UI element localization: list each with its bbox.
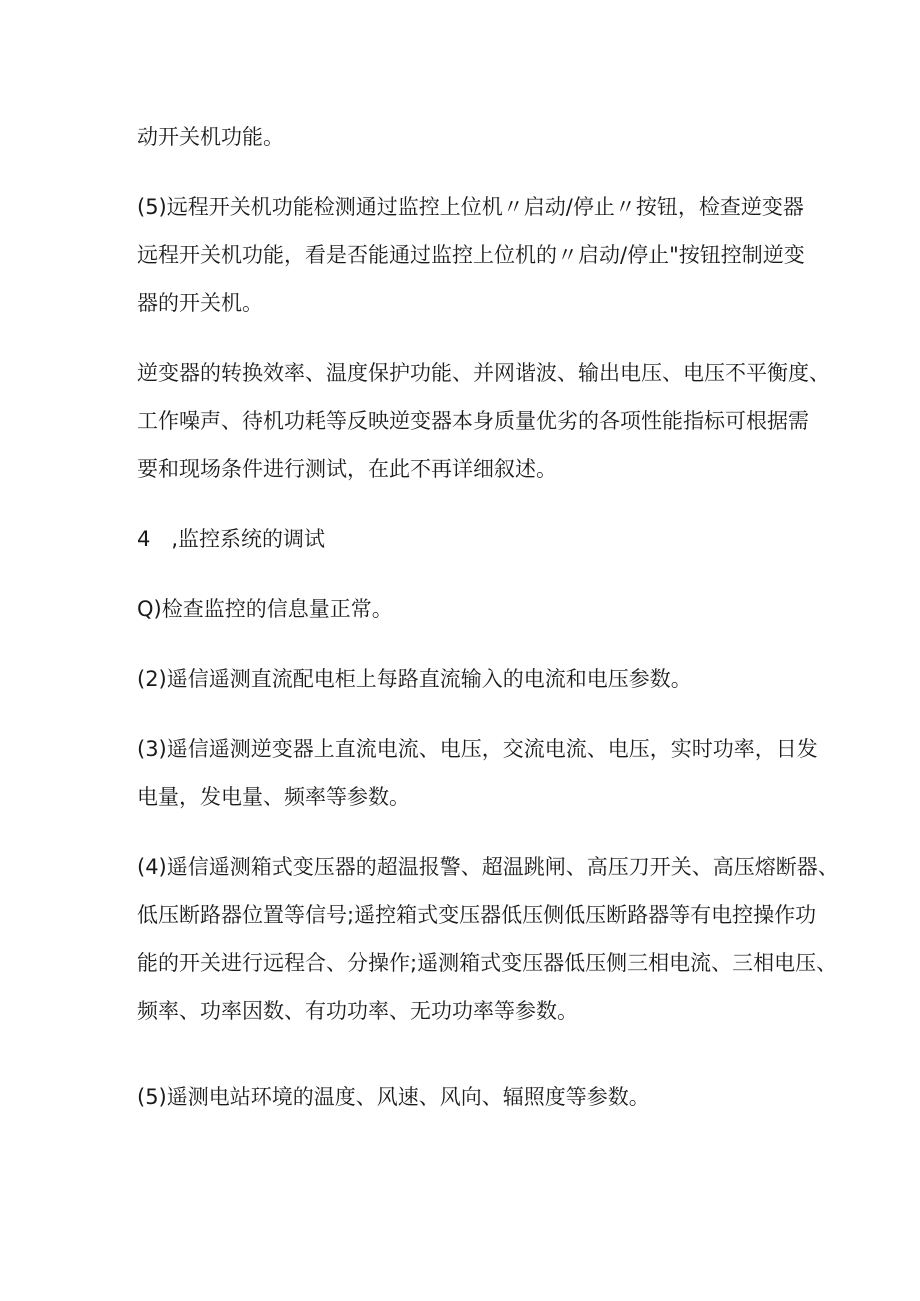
text-line: 低压断路器位置等信号;遥控箱式变压器低压侧低压断路器等有电控操作功 bbox=[137, 903, 817, 927]
text-line: (4)遥信遥测箱式变压器的超温报警、超温跳闸、高压刀开关、高压熔断器、 bbox=[137, 855, 839, 879]
text-line: 能的开关进行远程合、分操作;遥测箱式变压器低压侧三相电流、三相电压、 bbox=[137, 951, 838, 975]
text-line: 器的开关机。 bbox=[137, 291, 263, 315]
text-line: (5)远程开关机功能检测通过监控上位机〃启动/停止〃按钮，检查逆变器 bbox=[137, 195, 804, 219]
text-line: Q)检查监控的信息量正常。 bbox=[137, 597, 393, 621]
text-line: (2)遥信遥测直流配电柜上每路直流输入的电流和电压参数。 bbox=[137, 667, 692, 691]
text-line: 动开关机功能。 bbox=[137, 125, 284, 149]
text-line: 频率、功率因数、有功功率、无功功率等参数。 bbox=[137, 999, 578, 1023]
text-line: 工作噪声、待机功耗等反映逆变器本身质量优劣的各项性能指标可根据需 bbox=[137, 409, 809, 433]
section-heading: 4 ,监控系统的调试 bbox=[137, 527, 326, 551]
text-line: 逆变器的转换效率、温度保护功能、并网谐波、输出电压、电压不平衡度、 bbox=[137, 361, 830, 385]
text-line: 远程开关机功能，看是否能通过监控上位机的〃启动/停止"按钮控制逆变 bbox=[137, 243, 805, 267]
text-line: (5)遥测电站环境的温度、风速、风向、辐照度等参数。 bbox=[137, 1085, 650, 1109]
text-line: (3)遥信遥测逆变器上直流电流、电压，交流电流、电压，实时功率，日发 bbox=[137, 737, 818, 761]
text-line: 电量，发电量、频率等参数。 bbox=[137, 785, 410, 809]
text-line: 要和现场条件进行测试，在此不再详细叙述。 bbox=[137, 457, 557, 481]
